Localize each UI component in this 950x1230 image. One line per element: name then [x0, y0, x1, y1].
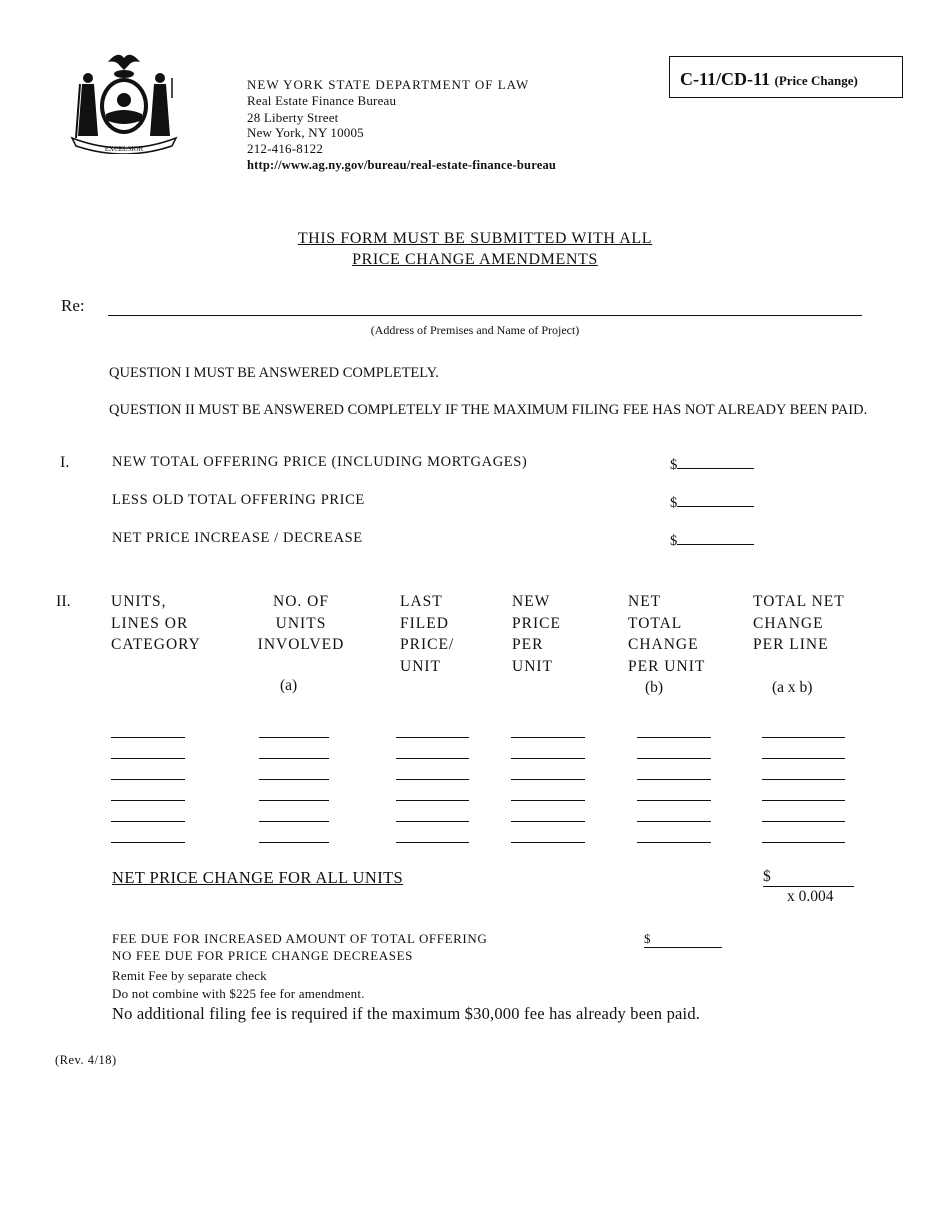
table-entry-line[interactable]	[259, 800, 329, 801]
table-entry-line[interactable]	[637, 842, 711, 843]
net-price-change-label: NET PRICE INCREASE / DECREASE	[112, 530, 363, 546]
col-header-new-price	[512, 591, 561, 677]
street-address: 28 Liberty Street	[247, 110, 339, 125]
col-header-units	[111, 591, 201, 656]
re-label: Re:	[61, 296, 85, 315]
table-entry-line[interactable]	[396, 758, 469, 759]
table-entry-line[interactable]	[396, 821, 469, 822]
table-entry-line[interactable]	[762, 737, 845, 738]
col-sub-axb: (a x b)	[772, 679, 813, 696]
table-entry-line[interactable]	[637, 737, 711, 738]
table-entry-line[interactable]	[111, 821, 185, 822]
fee-due-field[interactable]: $	[644, 931, 722, 948]
table-entry-line[interactable]	[637, 821, 711, 822]
col-header-num-units	[253, 591, 349, 656]
col-header-line: CHANGE	[628, 636, 699, 653]
section-2-numeral: II.	[56, 593, 71, 610]
phone-number: 212-416-8122	[247, 141, 324, 156]
table-entry-line[interactable]	[762, 779, 845, 780]
fee-increase-label: FEE DUE FOR INCREASED AMOUNT OF TOTAL OFFERING	[112, 931, 488, 946]
re-caption: (Address of Premises and Name of Project)	[370, 323, 580, 337]
currency-symbol: $	[670, 495, 678, 511]
table-entry-line[interactable]	[396, 779, 469, 780]
notice-line-1: THIS FORM MUST BE SUBMITTED WITH ALL	[297, 230, 653, 247]
table-entry-line[interactable]	[762, 821, 845, 822]
remit-fee-note: Remit Fee by separate check	[112, 968, 267, 983]
table-entry-line[interactable]	[637, 758, 711, 759]
table-entry-line[interactable]	[762, 842, 845, 843]
col-header-line: PER LINE	[753, 636, 829, 653]
col-sub-b: (b)	[645, 679, 664, 696]
currency-symbol: $	[670, 533, 678, 549]
net-price-change-all-label: NET PRICE CHANGE FOR ALL UNITS	[112, 868, 404, 887]
table-entry-line[interactable]	[511, 842, 585, 843]
col-header-line: PRICE/	[400, 636, 455, 653]
state-seal-icon	[68, 48, 180, 154]
fee-multiplier: x 0.004	[787, 888, 834, 905]
seal-motto: EXCELSIOR	[104, 145, 144, 153]
col-header-line: UNITS	[275, 614, 327, 632]
col-header-line: NO. OF	[273, 593, 329, 610]
table-entry-line[interactable]	[511, 758, 585, 759]
col-header-line: NEW	[512, 593, 551, 610]
new-total-offering-label: NEW TOTAL OFFERING PRICE (INCLUDING MORTGAGES)	[112, 454, 528, 470]
col-sub-a: (a)	[280, 677, 298, 694]
table-entry-line[interactable]	[259, 821, 329, 822]
col-header-line: CATEGORY	[111, 636, 201, 653]
table-entry-line[interactable]	[396, 800, 469, 801]
col-header-line: NET	[628, 593, 662, 610]
instruction-question-1: QUESTION I MUST BE ANSWERED COMPLETELY.	[109, 365, 439, 381]
table-entry-line[interactable]	[396, 842, 469, 843]
department-name: NEW YORK STATE DEPARTMENT OF LAW	[247, 77, 530, 92]
currency-symbol: $	[670, 457, 678, 473]
table-entry-line[interactable]	[111, 842, 185, 843]
section-1-numeral: I.	[60, 454, 70, 471]
table-entry-line[interactable]	[111, 737, 185, 738]
col-header-line: CHANGE	[753, 614, 824, 632]
table-entry-line[interactable]	[637, 800, 711, 801]
table-entry-line[interactable]	[396, 737, 469, 738]
old-total-offering-label: LESS OLD TOTAL OFFERING PRICE	[112, 492, 365, 508]
re-input-line[interactable]	[108, 315, 862, 316]
table-entry-line[interactable]	[511, 821, 585, 822]
net-price-change-all-field[interactable]: $	[763, 868, 854, 887]
notice-line-2: PRICE CHANGE AMENDMENTS	[352, 251, 598, 268]
table-entry-line[interactable]	[511, 779, 585, 780]
table-entry-line[interactable]	[259, 842, 329, 843]
col-header-net-change	[628, 591, 705, 677]
form-code: C-11/CD-11	[680, 69, 770, 89]
col-header-line: PER	[512, 636, 544, 653]
col-header-line: PER UNIT	[628, 657, 706, 675]
col-header-line: LINES OR	[111, 614, 189, 632]
col-header-total-net	[753, 591, 845, 656]
fee-decrease-label: NO FEE DUE FOR PRICE CHANGE DECREASES	[112, 948, 414, 963]
form-id-box	[669, 56, 903, 98]
net-price-change-field[interactable]	[670, 530, 754, 550]
old-total-offering-field[interactable]	[670, 492, 754, 512]
bureau-url[interactable]: http://www.ag.ny.gov/bureau/real-estate-finance-bureau	[247, 158, 557, 172]
table-entry-line[interactable]	[511, 800, 585, 801]
col-header-line: UNIT	[512, 657, 554, 675]
col-header-line: INVOLVED	[257, 636, 345, 653]
table-entry-line[interactable]	[259, 737, 329, 738]
col-header-line: TOTAL NET	[753, 593, 845, 610]
col-header-line: LAST	[400, 593, 443, 610]
col-header-line: PRICE	[512, 614, 561, 632]
col-header-line: FILED	[400, 614, 449, 632]
table-entry-line[interactable]	[111, 779, 185, 780]
table-entry-line[interactable]	[259, 779, 329, 780]
table-entry-line[interactable]	[111, 758, 185, 759]
table-entry-line[interactable]	[762, 758, 845, 759]
table-entry-line[interactable]	[259, 758, 329, 759]
table-entry-line[interactable]	[762, 800, 845, 801]
new-total-offering-field[interactable]	[670, 454, 754, 474]
revision-note: (Rev. 4/18)	[55, 1053, 117, 1067]
col-header-last-price	[400, 591, 454, 677]
combine-fee-note: Do not combine with $225 fee for amendment.	[112, 986, 365, 1001]
instruction-question-2: QUESTION II MUST BE ANSWERED COMPLETELY IF THE MAXIMUM FILING FEE HAS NOT ALREADY BEEN PAID.	[109, 402, 868, 418]
table-entry-line[interactable]	[637, 779, 711, 780]
col-header-line: UNITS,	[111, 593, 167, 610]
form-subtitle: (Price Change)	[774, 73, 858, 88]
col-header-line: TOTAL	[628, 614, 683, 632]
bureau-name: Real Estate Finance Bureau	[247, 93, 397, 108]
table-entry-line[interactable]	[111, 800, 185, 801]
no-additional-fee-note: No additional filing fee is required if the maximum $30,000 fee has already been paid.	[112, 1004, 701, 1023]
col-header-line: UNIT	[400, 657, 442, 675]
table-entry-line[interactable]	[511, 737, 585, 738]
city-address: New York, NY 10005	[247, 125, 364, 140]
